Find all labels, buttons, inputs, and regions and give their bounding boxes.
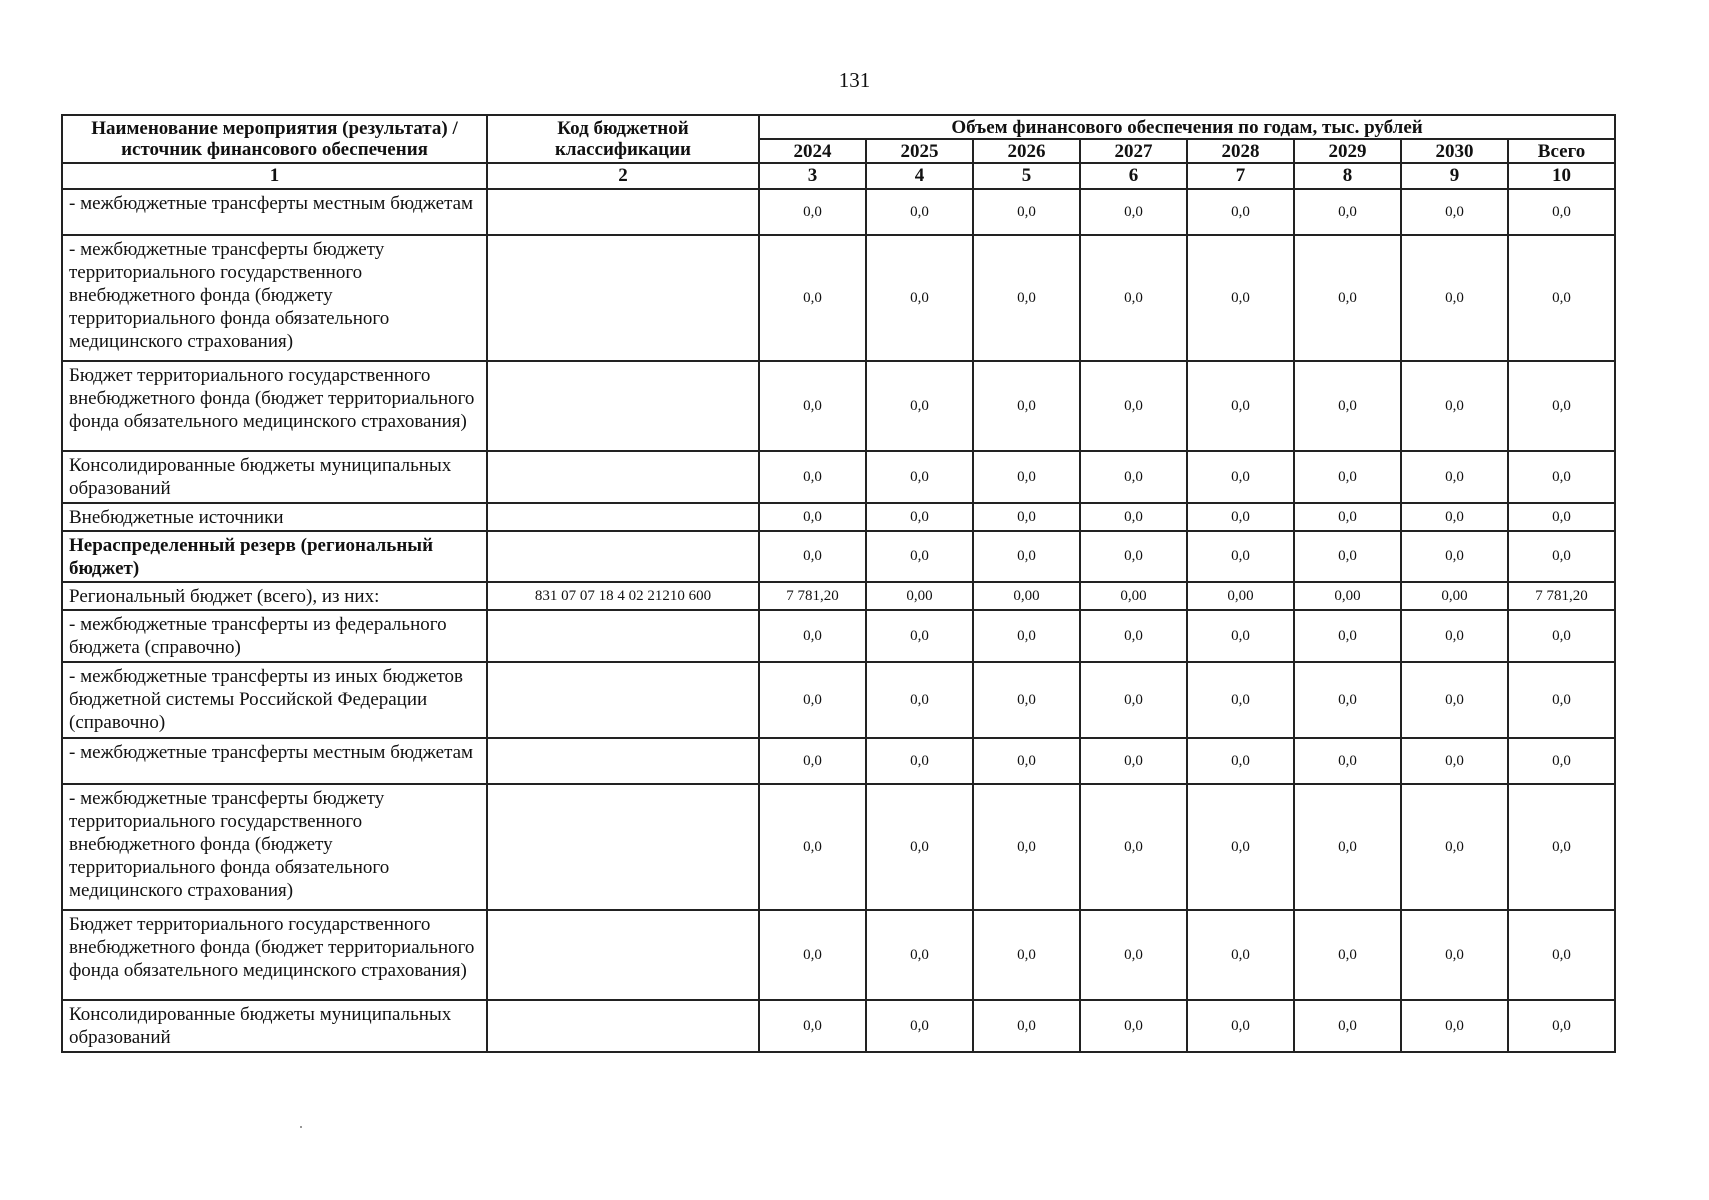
row-year-value: 0,0 (1187, 910, 1294, 1000)
row-total-value: 0,0 (1508, 738, 1615, 784)
row-year-value: 0,0 (1294, 910, 1401, 1000)
row-year-value: 0,0 (1187, 361, 1294, 451)
row-budget-code (487, 662, 759, 738)
row-year-value: 0,0 (973, 910, 1080, 1000)
row-total-value: 0,0 (1508, 361, 1615, 451)
row-year-value: 0,0 (1401, 503, 1508, 531)
header-year: 2024 (759, 139, 866, 163)
row-year-value: 0,0 (973, 503, 1080, 531)
row-year-value: 0,0 (1080, 610, 1187, 662)
row-year-value: 0,00 (866, 582, 973, 610)
column-number: 5 (973, 163, 1080, 189)
header-year: 2028 (1187, 139, 1294, 163)
row-year-value: 0,0 (973, 1000, 1080, 1052)
table-row (62, 582, 1615, 610)
row-year-value: 0,0 (1080, 451, 1187, 503)
row-year-value: 0,0 (1401, 361, 1508, 451)
row-name: - межбюджетные трансферты из иных бюджетов бюджетной системы Российской Федерации (справочно) (62, 662, 487, 738)
row-year-value: 0,0 (973, 235, 1080, 361)
column-number: 9 (1401, 163, 1508, 189)
column-number: 6 (1080, 163, 1187, 189)
row-total-value: 0,0 (1508, 1000, 1615, 1052)
row-year-value: 0,0 (1187, 235, 1294, 361)
row-year-value: 0,0 (866, 738, 973, 784)
row-year-value: 0,0 (1401, 451, 1508, 503)
row-year-value: 0,0 (1080, 189, 1187, 235)
row-year-value: 0,0 (1401, 662, 1508, 738)
row-year-value: 0,0 (866, 235, 973, 361)
row-year-value: 0,0 (973, 784, 1080, 910)
row-name: - межбюджетные трансферты местным бюджетам (62, 189, 487, 235)
row-year-value: 0,0 (866, 1000, 973, 1052)
row-year-value: 0,0 (1294, 189, 1401, 235)
column-number: 8 (1294, 163, 1401, 189)
row-year-value: 0,0 (759, 610, 866, 662)
row-name: Консолидированные бюджеты муниципальных образований (62, 451, 487, 503)
row-year-value: 0,0 (1187, 784, 1294, 910)
row-year-value: 0,0 (759, 910, 866, 1000)
row-year-value: 0,0 (866, 784, 973, 910)
row-year-value: 0,0 (759, 738, 866, 784)
row-year-value: 0,0 (1401, 1000, 1508, 1052)
header-row-column-numbers (62, 163, 1615, 189)
row-budget-code (487, 1000, 759, 1052)
row-year-value: 0,0 (866, 531, 973, 582)
row-year-value: 0,0 (1401, 738, 1508, 784)
row-year-value: 0,00 (1294, 582, 1401, 610)
row-total-value: 0,0 (1508, 235, 1615, 361)
row-year-value: 0,0 (1187, 738, 1294, 784)
row-year-value: 0,0 (973, 738, 1080, 784)
row-year-value: 0,0 (759, 503, 866, 531)
row-total-value: 0,0 (1508, 451, 1615, 503)
row-name: Бюджет территориального государственного внебюджетного фонда (бюджет территориального фонда обязательного медицинского страхования) (62, 361, 487, 451)
header-year: 2026 (973, 139, 1080, 163)
header-year: 2030 (1401, 139, 1508, 163)
financing-table (61, 114, 1616, 1053)
row-year-value: 7 781,20 (759, 582, 866, 610)
row-budget-code (487, 361, 759, 451)
table-row (62, 503, 1615, 531)
row-year-value: 0,00 (1080, 582, 1187, 610)
row-year-value: 0,0 (1401, 235, 1508, 361)
row-year-value: 0,0 (759, 189, 866, 235)
row-year-value: 0,0 (973, 610, 1080, 662)
header-name-column: Наименование мероприятия (результата) /источник финансового обеспечения (62, 115, 487, 163)
header-code-column: Код бюджетной классификации (487, 115, 759, 163)
row-budget-code (487, 235, 759, 361)
row-year-value: 0,0 (1080, 531, 1187, 582)
row-year-value: 0,0 (1294, 531, 1401, 582)
row-year-value: 0,0 (1187, 1000, 1294, 1052)
row-name: - межбюджетные трансферты местным бюджетам (62, 738, 487, 784)
table-row (62, 662, 1615, 738)
row-year-value: 0,0 (1401, 910, 1508, 1000)
table-row (62, 451, 1615, 503)
row-budget-code: 831 07 07 18 4 02 21210 600 (487, 582, 759, 610)
row-year-value: 0,0 (1294, 503, 1401, 531)
table-row (62, 235, 1615, 361)
row-year-value: 0,0 (759, 235, 866, 361)
row-total-value: 0,0 (1508, 784, 1615, 910)
row-year-value: 0,0 (1080, 503, 1187, 531)
row-year-value: 0,0 (1401, 610, 1508, 662)
row-year-value: 0,0 (1294, 610, 1401, 662)
row-year-value: 0,0 (759, 451, 866, 503)
column-number: 4 (866, 163, 973, 189)
row-total-value: 7 781,20 (1508, 582, 1615, 610)
row-year-value: 0,0 (1080, 1000, 1187, 1052)
header-row-group (62, 115, 1615, 139)
row-year-value: 0,0 (973, 361, 1080, 451)
row-total-value: 0,0 (1508, 910, 1615, 1000)
column-number: 3 (759, 163, 866, 189)
row-year-value: 0,0 (1187, 662, 1294, 738)
row-budget-code (487, 784, 759, 910)
row-year-value: 0,0 (1080, 738, 1187, 784)
table-row (62, 531, 1615, 582)
row-year-value: 0,0 (1401, 531, 1508, 582)
row-year-value: 0,0 (1080, 361, 1187, 451)
row-year-value: 0,0 (1294, 361, 1401, 451)
table-row (62, 738, 1615, 784)
row-total-value: 0,0 (1508, 531, 1615, 582)
table-row (62, 610, 1615, 662)
row-budget-code (487, 738, 759, 784)
table-body (62, 189, 1615, 1052)
row-name: - межбюджетные трансферты из федерального бюджета (справочно) (62, 610, 487, 662)
row-year-value: 0,0 (1294, 235, 1401, 361)
row-year-value: 0,0 (1401, 784, 1508, 910)
row-total-value: 0,0 (1508, 189, 1615, 235)
table-row (62, 189, 1615, 235)
row-year-value: 0,0 (759, 1000, 866, 1052)
row-year-value: 0,0 (1080, 910, 1187, 1000)
row-year-value: 0,0 (1294, 451, 1401, 503)
row-year-value: 0,0 (1080, 662, 1187, 738)
row-name: - межбюджетные трансферты бюджету территориального государственного внебюджетного фонда (бюджету территориального фонда обязательного медицинского страхования) (62, 784, 487, 910)
header-year: 2027 (1080, 139, 1187, 163)
row-year-value: 0,0 (866, 662, 973, 738)
row-name: Бюджет территориального государственного внебюджетного фонда (бюджет территориального фонда обязательного медицинского страхования) (62, 910, 487, 1000)
row-year-value: 0,0 (973, 189, 1080, 235)
row-budget-code (487, 610, 759, 662)
row-budget-code (487, 451, 759, 503)
row-year-value: 0,0 (1187, 503, 1294, 531)
column-number: 7 (1187, 163, 1294, 189)
row-name: Нераспределенный резерв (региональный бюджет) (62, 531, 487, 582)
row-year-value: 0,00 (973, 582, 1080, 610)
row-total-value: 0,0 (1508, 610, 1615, 662)
row-year-value: 0,0 (1187, 451, 1294, 503)
column-number: 2 (487, 163, 759, 189)
row-year-value: 0,0 (866, 610, 973, 662)
row-total-value: 0,0 (1508, 662, 1615, 738)
row-year-value: 0,0 (1294, 662, 1401, 738)
column-number: 10 (1508, 163, 1615, 189)
table-row (62, 1000, 1615, 1052)
row-year-value: 0,0 (759, 531, 866, 582)
row-name: Внебюджетные источники (62, 503, 487, 531)
row-year-value: 0,0 (973, 662, 1080, 738)
row-year-value: 0,0 (1294, 1000, 1401, 1052)
row-year-value: 0,0 (866, 503, 973, 531)
column-number: 1 (62, 163, 487, 189)
row-year-value: 0,00 (1187, 582, 1294, 610)
row-name: Региональный бюджет (всего), из них: (62, 582, 487, 610)
header-year: 2025 (866, 139, 973, 163)
header-year: 2029 (1294, 139, 1401, 163)
row-name: Консолидированные бюджеты муниципальных образований (62, 1000, 487, 1052)
row-year-value: 0,0 (1187, 531, 1294, 582)
row-year-value: 0,0 (759, 784, 866, 910)
row-name: - межбюджетные трансферты бюджету территориального государственного внебюджетного фонда (бюджету территориального фонда обязательного медицинского страхования) (62, 235, 487, 361)
table-row (62, 361, 1615, 451)
row-budget-code (487, 503, 759, 531)
row-budget-code (487, 531, 759, 582)
row-year-value: 0,0 (1187, 610, 1294, 662)
row-year-value: 0,0 (1294, 784, 1401, 910)
row-year-value: 0,0 (866, 361, 973, 451)
row-year-value: 0,0 (866, 189, 973, 235)
row-budget-code (487, 189, 759, 235)
row-year-value: 0,0 (973, 451, 1080, 503)
row-year-value: 0,00 (1401, 582, 1508, 610)
header-volume-group: Объем финансового обеспечения по годам, тыс. рублей (759, 115, 1615, 139)
row-year-value: 0,0 (1187, 189, 1294, 235)
row-total-value: 0,0 (1508, 503, 1615, 531)
row-year-value: 0,0 (1401, 189, 1508, 235)
table-row (62, 784, 1615, 910)
stray-dot (300, 1126, 302, 1128)
row-year-value: 0,0 (866, 910, 973, 1000)
row-year-value: 0,0 (759, 662, 866, 738)
row-year-value: 0,0 (759, 361, 866, 451)
row-year-value: 0,0 (866, 451, 973, 503)
row-budget-code (487, 910, 759, 1000)
page-number: 131 (838, 68, 871, 92)
row-year-value: 0,0 (1080, 235, 1187, 361)
header-total: Всего (1508, 139, 1615, 163)
row-year-value: 0,0 (1080, 784, 1187, 910)
row-year-value: 0,0 (973, 531, 1080, 582)
row-year-value: 0,0 (1294, 738, 1401, 784)
table-row (62, 910, 1615, 1000)
